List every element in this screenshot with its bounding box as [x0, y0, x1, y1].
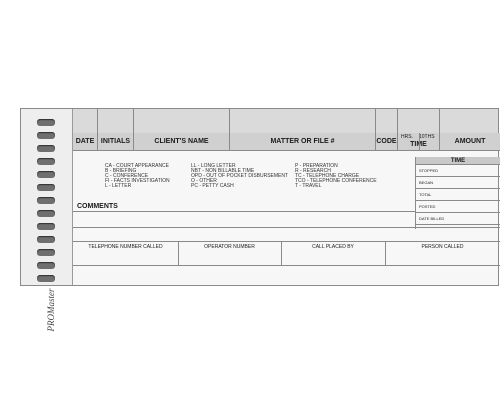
telephone-number-called-label: TELEPHONE NUMBER CALLED [88, 244, 163, 250]
time-row-began: BEGAN [416, 177, 500, 189]
comment-line [73, 211, 415, 212]
code-entry: PC - PETTY CASH [191, 183, 234, 189]
person-called-label: PERSON CALLED [421, 244, 464, 250]
binder-hole [37, 158, 55, 165]
initials-header: INITIALS [98, 133, 134, 151]
time-panel [415, 157, 500, 229]
time-panel-title: TIME [416, 157, 500, 165]
binder-hole [37, 223, 55, 230]
code-entry: CA - COURT APPEARANCE [105, 163, 169, 169]
header-box [398, 109, 440, 133]
binder-hole [37, 210, 55, 217]
code-entry: C - CONFERENCE [105, 173, 149, 179]
date-header: DATE [73, 133, 98, 151]
amount-header: AMOUNT [440, 133, 500, 151]
code-entry: O - OTHER [191, 178, 217, 184]
brand-logo: PROMaster [46, 288, 56, 332]
binding-stub [21, 109, 73, 285]
operator-number-label: OPERATOR NUMBER [204, 244, 255, 250]
binder-hole [37, 145, 55, 152]
binder-hole [37, 262, 55, 269]
binder-hole [37, 249, 55, 256]
code-entry: FI - FACTS INVESTIGATION [105, 178, 170, 184]
code-entry: L - LETTER [105, 183, 132, 189]
binder-hole [37, 236, 55, 243]
time-row-stopped: STOPPED [416, 165, 500, 177]
client-name-header: CLIENT'S NAME [134, 133, 230, 151]
header-box [376, 109, 398, 133]
code-header: CODE [376, 133, 398, 151]
binder-hole [37, 132, 55, 139]
code-column-2 [191, 164, 288, 189]
hours-label: HRS. [401, 134, 413, 140]
hours-divider [419, 133, 420, 151]
binder-hole [37, 197, 55, 204]
call-placed-by-label: CALL PLACED BY [312, 244, 354, 250]
time-row-posted: POSTED [416, 201, 500, 213]
comments-label: COMMENTS [77, 203, 118, 210]
tenths-label: 10THS [419, 134, 435, 140]
code-entry: NBT - NON BILLABLE TIME [191, 168, 255, 174]
matter-header: MATTER OR FILE # [230, 133, 376, 151]
phone-section-top [73, 241, 500, 242]
binder-hole [37, 184, 55, 191]
header-box [98, 109, 134, 133]
time-row-total: TOTAL [416, 189, 500, 201]
code-entry: R - RESEARCH [295, 168, 331, 174]
time-slip-form [20, 108, 499, 332]
code-entry: LL - LONG LETTER [191, 163, 236, 169]
code-entry: TCO - TELEPHONE CONFERENCE [295, 178, 377, 184]
phone-section-bottom [73, 265, 500, 266]
header-box [73, 109, 98, 133]
code-entry: OPD - OUT OF POCKET DISBURSEMENT [191, 173, 289, 179]
code-column-3 [295, 164, 377, 189]
header-box [134, 109, 230, 133]
time-row-date-billed: DATE BILLED [416, 213, 500, 225]
code-entry: B - BRIEFING [105, 168, 137, 174]
time-header-label: TIME [410, 141, 427, 148]
code-entry: T - TRAVEL [295, 183, 322, 189]
binder-hole [37, 171, 55, 178]
code-column-1 [105, 164, 170, 189]
header-box [230, 109, 376, 133]
slip-body [73, 109, 498, 285]
code-entry: TC - TELEPHONE CHARGE [295, 173, 360, 179]
code-entry: P - PREPARATION [295, 163, 338, 169]
binder-hole [37, 119, 55, 126]
